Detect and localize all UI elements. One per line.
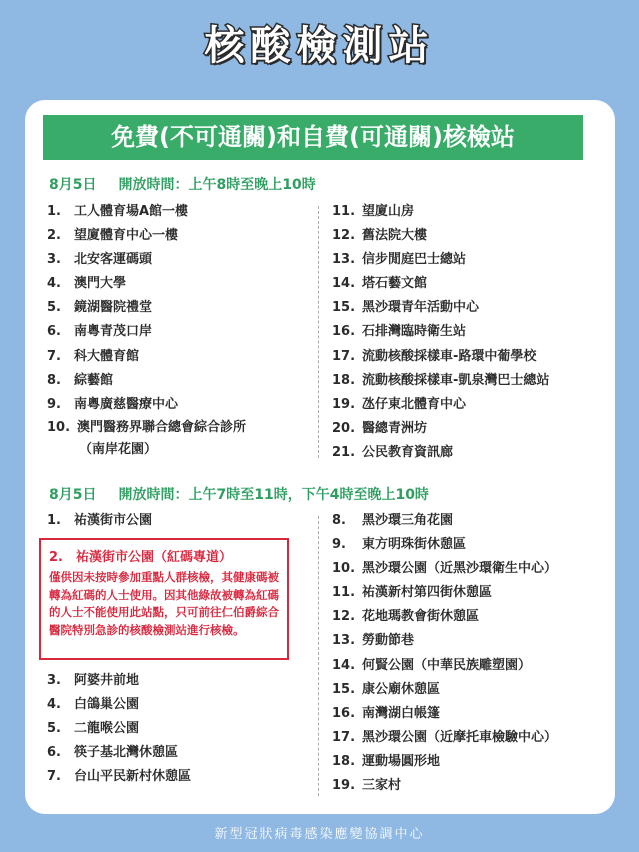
list-item-number: 17. (332, 729, 356, 745)
list-item-number: 10. (332, 561, 356, 577)
list-item-name: 祐漢新村第四街休憩區 (362, 585, 493, 601)
list-item (47, 509, 315, 533)
list-item (332, 702, 612, 726)
list-item-name: 何賢公園（中華民族雕塑園） (362, 657, 532, 673)
list-item (332, 369, 612, 393)
list-item-name: 二龍喉公園 (74, 721, 140, 737)
list-item-number: 7. (47, 769, 61, 785)
list-item (332, 750, 612, 774)
list-item-name: 黑沙環公園（近摩托車檢驗中心） (362, 729, 558, 745)
list-item-number: 1. (47, 204, 61, 219)
list-item (47, 224, 315, 248)
list-item-number: 12. (332, 609, 356, 625)
list-item-name: 北安客運碼頭 (74, 252, 153, 268)
footer-organization: 新型冠狀病毒感染應變協調中心 (214, 827, 425, 842)
section2-date: 8月5日 (49, 487, 97, 503)
list-item (47, 248, 315, 272)
list-item (332, 393, 612, 417)
list-item-number: 11. (332, 585, 356, 601)
list-item (47, 717, 315, 741)
list-item-number: 18. (332, 372, 356, 388)
list-item-number: 12. (332, 228, 356, 244)
list-item-name: 三家村 (362, 778, 402, 794)
list-item-number: 21. (332, 444, 356, 460)
list-item-number: 14. (332, 276, 356, 292)
list-item-number: 18. (332, 753, 356, 769)
list-item (332, 654, 612, 678)
list-item (332, 224, 612, 248)
section2-hours: 開放時間：上午7時至11時，下午4時至晚上10時 (118, 487, 429, 503)
list-item-name: 澳門大學 (74, 276, 127, 292)
list-item-number: 14. (332, 657, 356, 673)
list-item (332, 509, 612, 533)
list-item-number: 7. (47, 348, 61, 364)
list-item-number: 8. (332, 513, 346, 528)
list-item-name: 石排灣臨時衛生站 (362, 324, 467, 340)
list-item-name: 望廈體育中心一樓 (74, 228, 179, 244)
list-item-name-continued: （南岸花園） (79, 441, 158, 457)
list-item-name: 鏡湖醫院禮堂 (74, 300, 153, 316)
list-item-name: 科大體育館 (74, 348, 140, 364)
list-item-name: 康公廟休憩區 (362, 681, 441, 697)
list-item (47, 765, 315, 789)
list-item-name: 氹仔東北體育中心 (362, 396, 467, 412)
section1-right-list (332, 200, 612, 465)
list-item (47, 741, 315, 765)
list-item (332, 726, 612, 750)
list-item-name: 勞動節巷 (362, 633, 415, 649)
section2-left-list-top (47, 509, 315, 533)
list-item-name: 流動核酸採樣車-路環中葡學校 (362, 348, 537, 364)
content-card (25, 100, 615, 814)
section1-schedule (49, 174, 316, 194)
section2-schedule (49, 484, 429, 504)
section2-right-list (332, 509, 612, 798)
list-item-name: 東方明珠街休憩區 (362, 537, 467, 553)
list-item-number: 11. (332, 204, 356, 219)
list-item-number: 5. (47, 300, 61, 316)
list-item (332, 200, 612, 224)
list-item (47, 693, 315, 717)
list-item (332, 774, 612, 798)
list-item-name: 南灣湖白帳篷 (362, 705, 441, 721)
list-item-name: 澳門醫務界聯合總會綜合診所 (77, 419, 247, 435)
red-code-notice (39, 538, 289, 660)
list-item-number: 4. (47, 697, 61, 713)
list-item-name: 公民教育資訊廊 (362, 444, 454, 460)
list-item-number: 16. (332, 324, 356, 340)
list-item-name: 阿婆井前地 (74, 673, 140, 688)
list-item-number: 17. (332, 348, 356, 364)
list-item-number: 2. (47, 228, 61, 244)
list-item (332, 629, 612, 653)
list-item (47, 320, 315, 344)
list-item-name: 信步閒庭巴士總站 (362, 252, 467, 268)
list-item-number: 6. (47, 324, 61, 340)
list-item (332, 441, 612, 465)
page-title: 核酸檢測站 (204, 23, 435, 69)
list-item-number: 9. (47, 396, 61, 412)
list-item-number: 13. (332, 633, 356, 649)
list-item-number: 9. (332, 537, 346, 553)
section1-date: 8月5日 (49, 177, 97, 193)
list-item-number: 16. (332, 705, 356, 721)
list-item-number: 13. (332, 252, 356, 268)
list-item-name: 南粵廣慈醫療中心 (74, 396, 179, 412)
section1-divider (318, 206, 319, 458)
list-item-number: 6. (47, 745, 61, 761)
list-item-name: 黑沙環公園（近黑沙環衛生中心） (362, 561, 558, 577)
list-item (47, 369, 315, 393)
list-item-number: 19. (332, 778, 356, 794)
list-item (332, 557, 612, 581)
list-item (47, 200, 315, 224)
list-item-name: 望廈山房 (362, 204, 415, 219)
list-item (332, 581, 612, 605)
section2-divider (318, 516, 319, 796)
list-item-number: 8. (47, 372, 61, 388)
list-item (332, 272, 612, 296)
list-item-name: 醫總青洲坊 (362, 420, 428, 436)
list-item-name: 祐漢街市公園 (74, 513, 153, 528)
list-item-name: 花地瑪教會街休憩區 (362, 609, 480, 625)
list-item (47, 296, 315, 320)
list-item-number: 10. (47, 419, 71, 435)
red-code-note: 僅供因未按時參加重點人群核檢，其健康碼被轉為紅碼的人士使用。因其他綠故被轉為紅碼的人士不能使用此站點，只可前往仁伯爵綜合醫院特別急診的核酸檢測站進行核檢。 (49, 570, 279, 637)
list-item (332, 345, 612, 369)
list-item (332, 296, 612, 320)
section1-left-list (47, 200, 315, 465)
list-item-number: 3. (47, 673, 61, 688)
list-item-number: 20. (332, 420, 356, 436)
red-code-item-name: 祐漢街市公園（紅碼專道） (76, 550, 233, 565)
list-item-name: 白鴿巢公園 (74, 697, 140, 713)
banner-heading: 免費(不可通關)和自費(可通關)核檢站 (43, 115, 583, 160)
section2-left-list-bottom (47, 669, 315, 789)
list-item (47, 417, 315, 465)
section1-hours: 開放時間：上午8時至晚上10時 (118, 177, 316, 193)
list-item (47, 669, 315, 693)
list-item-number: 19. (332, 396, 356, 412)
list-item (332, 417, 612, 441)
list-item (332, 248, 612, 272)
list-item (332, 605, 612, 629)
list-item (332, 533, 612, 557)
list-item-name: 塔石藝文館 (362, 276, 428, 292)
list-item-name: 工人體育場A館一樓 (74, 204, 189, 219)
list-item-number: 1. (47, 513, 61, 528)
list-item-name: 綜藝館 (74, 372, 114, 388)
list-item (332, 678, 612, 702)
list-item-name: 黑沙環青年活動中心 (362, 300, 480, 316)
red-code-item-number: 2. (49, 550, 63, 565)
list-item-number: 5. (47, 721, 61, 737)
list-item (47, 393, 315, 417)
list-item-name: 南粵青茂口岸 (74, 324, 153, 340)
list-item-name: 台山平民新村休憩區 (74, 769, 192, 785)
list-item (47, 345, 315, 369)
list-item-number: 3. (47, 252, 61, 268)
list-item-number: 15. (332, 681, 356, 697)
list-item-number: 4. (47, 276, 61, 292)
list-item (332, 320, 612, 344)
list-item-name: 流動核酸採樣車-凱泉灣巴士總站 (362, 372, 550, 388)
list-item-name: 舊法院大樓 (362, 228, 428, 244)
list-item-number: 15. (332, 300, 356, 316)
list-item (47, 272, 315, 296)
red-code-item (49, 546, 279, 565)
list-item-name: 筷子基北灣休憩區 (74, 745, 179, 761)
list-item-name: 黑沙環三角花園 (362, 513, 454, 528)
list-item-name: 運動場圓形地 (362, 753, 441, 769)
